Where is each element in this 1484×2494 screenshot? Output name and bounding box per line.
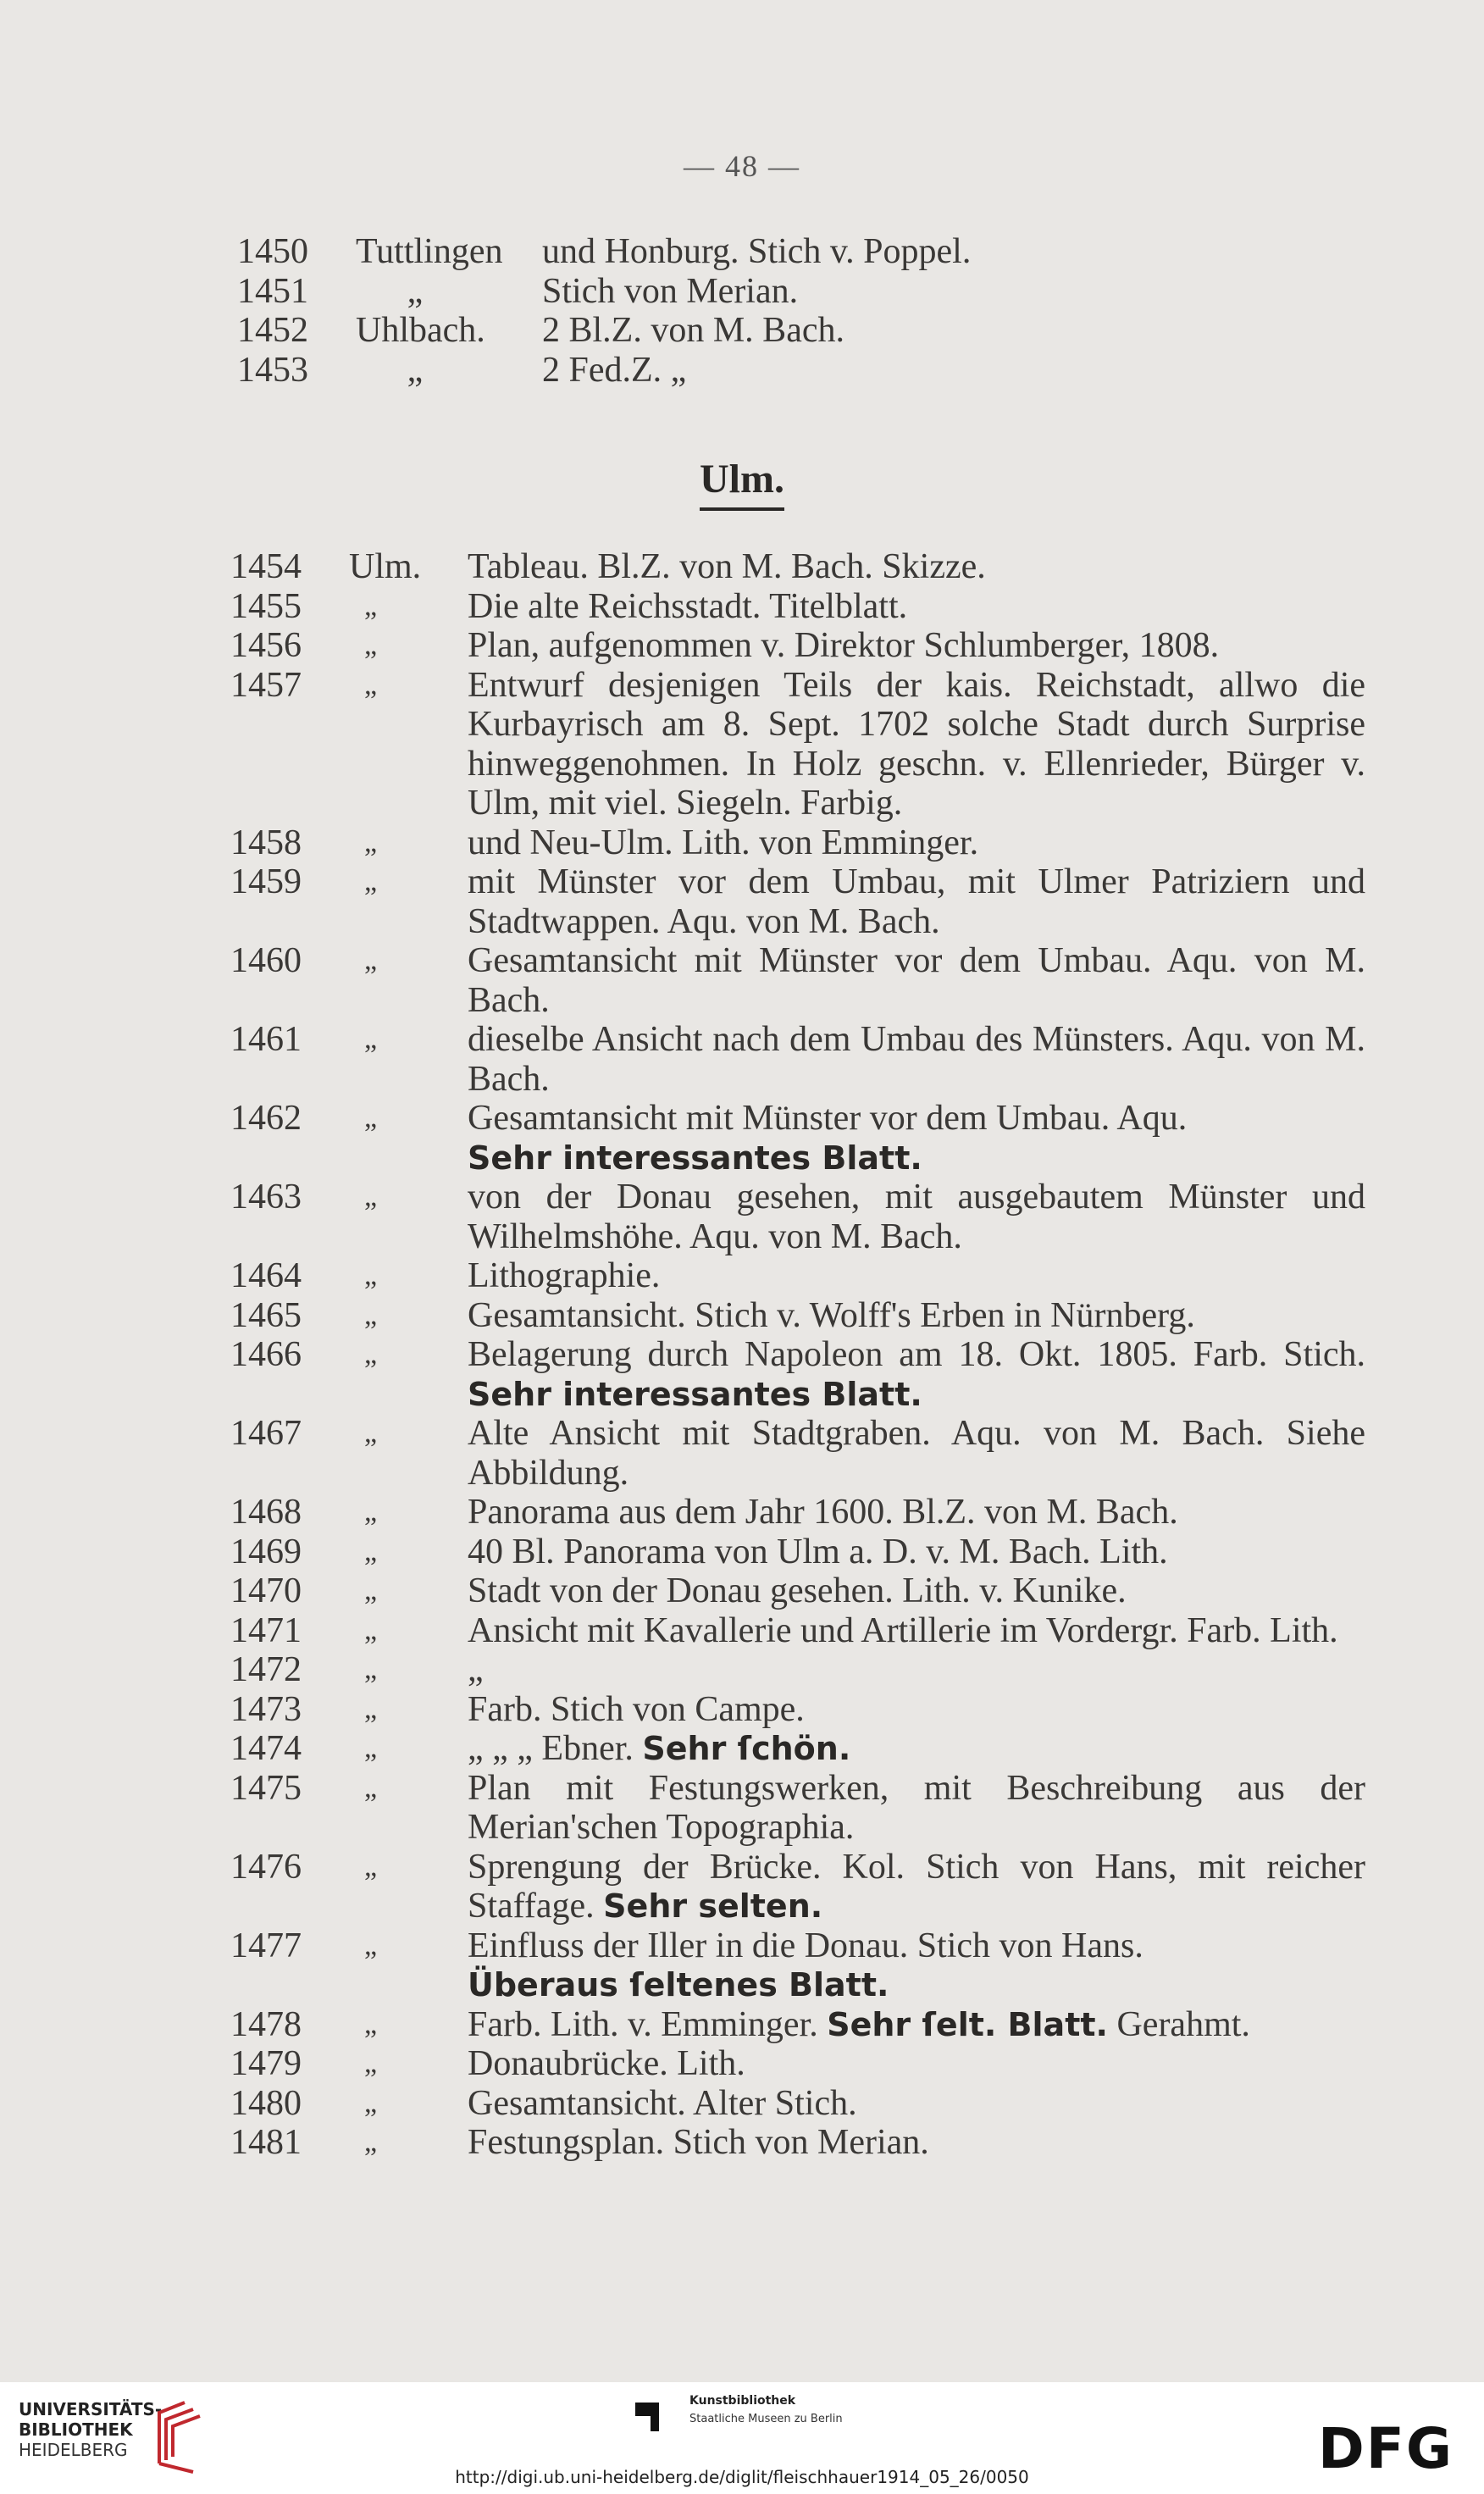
entry-text: Panorama aus dem Jahr 1600. Bl.Z. von M. Bach. (468, 1493, 1178, 1532)
list-item (230, 1650, 1365, 1690)
ditto-mark: „ (364, 2087, 378, 2119)
entry-number: 1479 (230, 2044, 302, 2083)
entry-number: 1470 (230, 1571, 302, 1610)
ditto-mark: „ (364, 1535, 378, 1567)
entry-description (468, 1532, 1365, 1572)
entry-number: 1460 (230, 941, 302, 980)
entry-number: 1471 (230, 1610, 302, 1650)
entry-number: 1478 (230, 2004, 302, 2044)
ditto-mark: „ (364, 866, 378, 897)
list-item (237, 232, 1423, 272)
ditto-mark: „ (364, 590, 378, 622)
entry-text: Plan mit Festungswerken, mit Beschreibung aus der Merian'schen Topographia. (468, 1768, 1365, 1847)
list-item (230, 1256, 1365, 1296)
entry-description (468, 1099, 1365, 1178)
list-item (230, 587, 1365, 627)
entry-description (468, 1178, 1365, 1256)
entry-number: 1456 (230, 626, 302, 665)
ditto-mark: „ (364, 2048, 378, 2079)
kunstbibliothek-subtitle: Staatliche Museen zu Berlin (689, 2413, 843, 2425)
ditto-mark: „ (364, 629, 378, 661)
entry-text: Entwurf desjenigen Teils der kais. Reichstadt, allwo die Kurbayrisch am 8. Sept. 1702 solche Stadt durch Surprise hinweggenohmen. In Holz geschn. v. Ellenrieder, Bürger v. Ulm, mit viel. Siegeln. Farbig. (468, 665, 1365, 823)
ditto-mark: „ (364, 2008, 378, 2040)
ditto-mark: „ (364, 1575, 378, 1606)
entry-text: Gesamtansicht mit Münster vor dem Umbau. Aqu. von M. Bach. (468, 941, 1365, 1020)
list-item (230, 1532, 1365, 1572)
entry-description (468, 2123, 1365, 2163)
list-item (230, 1493, 1365, 1532)
ditto-mark: „ (364, 945, 378, 976)
entry-description (468, 2084, 1365, 2124)
ub-mark-icon (151, 2396, 203, 2477)
entry-number: 1467 (230, 1414, 302, 1453)
entry-emphasis: Sehr ſchön. (642, 1730, 851, 1767)
entry-number: 1475 (230, 1768, 302, 1808)
entry-number: 1464 (230, 1256, 302, 1295)
kunstbibliothek-mark-icon (634, 2394, 679, 2440)
entry-description (468, 626, 1365, 666)
entry-text: Die alte Reichsstadt. Titelblatt. (468, 586, 908, 626)
entry-number: 1463 (230, 1178, 302, 1217)
entry-text: Lithographie. (468, 1256, 661, 1295)
footer-bar (0, 2382, 1484, 2494)
ditto-mark: „ (364, 2126, 378, 2158)
entry-number: 1465 (230, 1295, 302, 1335)
entry-number: 1476 (230, 1847, 302, 1887)
list-item (230, 823, 1365, 863)
ditto-mark: „ (364, 1417, 378, 1449)
entry-description (468, 2005, 1365, 2045)
entry-emphasis: Sehr selten. (603, 1887, 823, 1925)
ub-logo-line2: BIBLIOTHEK (19, 2419, 133, 2440)
entry-text: Alte Ansicht mit Stadtgraben. Aqu. von M. Bach. Siehe Abbildung. (468, 1414, 1365, 1493)
entry-description (468, 2044, 1365, 2084)
ditto-mark: „ (364, 1102, 378, 1133)
entry-text: Einfluss der Iller in die Donau. Stich von Hans. (468, 1926, 1143, 1965)
ditto-mark: „ (364, 1614, 378, 1646)
entry-description (468, 1650, 1365, 1690)
kunstbibliothek-logo[interactable] (634, 2394, 843, 2443)
entry-number: 1474 (230, 1729, 302, 1768)
entry-description (468, 1926, 1365, 2005)
ditto-mark: „ (364, 1496, 378, 1527)
list-item (230, 1099, 1365, 1178)
ditto-mark: „ (364, 668, 378, 701)
ditto-mark: „ (364, 1850, 378, 1882)
ditto-mark: „ (364, 1023, 378, 1055)
list-item (230, 1769, 1365, 1848)
entry-number: 1468 (230, 1493, 302, 1532)
entry-text: Gesamtansicht. Stich v. Wolff's Erben in Nürnberg. (468, 1295, 1195, 1335)
entry-text: dieselbe Ansicht nach dem Umbau des Münsters. Aqu. von M. Bach. (468, 1020, 1365, 1099)
ditto-mark: „ (364, 1338, 378, 1370)
ditto-mark: „ (364, 1771, 378, 1804)
ub-logo[interactable] (19, 2399, 162, 2460)
entry-emphasis: Sehr interessantes Blatt. (468, 1375, 922, 1413)
entry-emphasis: Sehr ſelt. Blatt. (827, 2005, 1108, 2043)
entry-place: Tuttlingen (356, 232, 503, 271)
entry-text: mit Münster vor dem Umbau, mit Ulmer Patriziern und Stadtwappen. Aqu. von M. Bach. (468, 862, 1365, 941)
entry-text: 40 Bl. Panorama von Ulm a. D. v. M. Bach. Lith. (468, 1532, 1168, 1571)
entry-text: Sprengung der Brücke. Kol. Stich von Hans, mit reicher Staffage. (468, 1847, 1365, 1926)
section-2-list (230, 547, 1365, 2163)
entry-description (468, 587, 1365, 627)
entry-number: 1458 (230, 823, 302, 862)
entry-place: Uhlbach. (356, 311, 485, 350)
entry-description (468, 941, 1365, 1020)
list-item (230, 1926, 1365, 2005)
entry-number: 1473 (230, 1689, 302, 1729)
list-item (230, 941, 1365, 1020)
list-item (230, 2123, 1365, 2163)
page-number: — 48 — (684, 149, 800, 183)
entry-text: Farb. Lith. v. Emminger. (468, 2004, 818, 2044)
entry-description: 2 Bl.Z. von M. Bach. (542, 311, 844, 350)
entry-description (468, 1848, 1365, 1926)
entry-text: Farb. Stich von Campe. (468, 1689, 805, 1729)
entry-text: „ (468, 1650, 484, 1689)
entry-description (468, 1729, 1365, 1769)
section-1-list (237, 232, 1423, 390)
ditto-mark: „ (364, 1732, 378, 1764)
entry-number: 1469 (230, 1532, 302, 1571)
entry-text: Stadt von der Donau gesehen. Lith. v. Kunike. (468, 1571, 1127, 1610)
list-item (230, 1690, 1365, 1730)
ditto-mark: „ (364, 1929, 378, 1961)
ditto-mark: „ (407, 271, 424, 311)
list-item (237, 351, 1423, 391)
entry-number: 1453 (237, 350, 308, 390)
entry-place: Ulm. (349, 547, 422, 586)
entry-number: 1480 (230, 2083, 302, 2123)
list-item (230, 1848, 1365, 1926)
entry-number: 1462 (230, 1099, 302, 1138)
ditto-mark: „ (364, 1654, 378, 1685)
list-item (230, 1020, 1365, 1099)
list-item (230, 1335, 1365, 1414)
entry-description (468, 823, 1365, 863)
entry-description (468, 547, 1365, 587)
ditto-mark: „ (364, 1693, 378, 1725)
entry-number: 1481 (230, 2123, 302, 2162)
entry-description (468, 1611, 1365, 1651)
ub-logo-line3: HEIDELBERG (19, 2440, 128, 2460)
ditto-mark: „ (364, 1299, 378, 1331)
entry-number: 1472 (230, 1650, 302, 1689)
entry-description (468, 1335, 1365, 1414)
entry-text: Festungsplan. Stich von Merian. (468, 2123, 929, 2162)
entry-text: Gesamtansicht. Alter Stich. (468, 2083, 857, 2123)
entry-number: 1454 (230, 547, 302, 586)
entry-description (468, 1020, 1365, 1099)
entry-text: Gesamtansicht mit Münster vor dem Umbau. Aqu. (468, 1099, 1188, 1138)
section-title-text: Ulm. (700, 457, 784, 511)
entry-description (468, 1256, 1365, 1296)
permalink-url[interactable]: http://digi.ub.uni-heidelberg.de/diglit/fleischhauer1914_05_26/0050 (455, 2467, 1029, 2487)
ditto-mark: „ (364, 1181, 378, 1212)
entry-number: 1459 (230, 862, 302, 901)
list-item (230, 1729, 1365, 1769)
entry-number: 1451 (237, 271, 308, 311)
entry-description (468, 862, 1365, 941)
entry-text-after: Gerahmt. (1116, 2004, 1250, 2044)
ditto-mark: „ (364, 826, 378, 858)
list-item (230, 2005, 1365, 2045)
list-item (230, 1611, 1365, 1651)
section-title (0, 457, 1484, 511)
list-item (237, 272, 1423, 312)
entry-description (468, 1690, 1365, 1730)
entry-description (468, 1296, 1365, 1336)
entry-text: Belagerung durch Napoleon am 18. Okt. 1805. Farb. Stich. (468, 1335, 1365, 1374)
list-item (230, 2044, 1365, 2084)
entry-text: Donaubrücke. Lith. (468, 2044, 745, 2083)
ditto-mark: „ (364, 1260, 378, 1291)
entry-text: von der Donau gesehen, mit ausgebautem Münster und Wilhelmshöhe. Aqu. von M. Bach. (468, 1178, 1365, 1256)
entry-description (468, 1493, 1365, 1532)
entry-number: 1461 (230, 1020, 302, 1059)
entry-number: 1455 (230, 586, 302, 626)
entry-number: 1452 (237, 311, 308, 350)
entry-description: Stich von Merian. (542, 271, 799, 311)
entry-text: Tableau. Bl.Z. von M. Bach. Skizze. (468, 547, 986, 586)
list-item (230, 1296, 1365, 1336)
entry-text: und Neu-Ulm. Lith. von Emminger. (468, 823, 979, 862)
entry-number: 1450 (237, 232, 308, 271)
list-item (230, 2084, 1365, 2124)
entry-description: 2 Fed.Z. „ (542, 350, 687, 390)
entry-description: und Honburg. Stich v. Poppel. (542, 232, 972, 271)
entry-text: Plan, aufgenommen v. Direktor Schlumberger, 1808. (468, 626, 1220, 665)
ditto-mark: „ (407, 350, 424, 390)
entry-description (468, 1769, 1365, 1848)
entry-number: 1477 (230, 1926, 302, 1965)
list-item (230, 1178, 1365, 1256)
kunstbibliothek-name: Kunstbibliothek (689, 2394, 796, 2408)
list-item (230, 547, 1365, 587)
entry-description (468, 666, 1365, 823)
entry-description (468, 1571, 1365, 1611)
entry-description (468, 1414, 1365, 1493)
dfg-logo[interactable]: DFG (1318, 2416, 1454, 2481)
entry-emphasis: Sehr interessantes Blatt. (468, 1139, 922, 1177)
entry-text: Ansicht mit Kavallerie und Artillerie im Vordergr. Farb. Lith. (468, 1610, 1338, 1650)
list-item (237, 311, 1423, 351)
list-item (230, 1414, 1365, 1493)
entry-emphasis: Überaus ſeltenes Blatt. (468, 1966, 889, 2004)
list-item (230, 862, 1365, 941)
list-item (230, 1571, 1365, 1611)
entry-number: 1457 (230, 665, 302, 705)
list-item (230, 626, 1365, 666)
entry-number: 1466 (230, 1335, 302, 1374)
list-item (230, 666, 1365, 823)
ub-logo-line1: UNIVERSITÄTS- (19, 2399, 163, 2419)
entry-text: „ „ „ Ebner. (468, 1729, 634, 1768)
